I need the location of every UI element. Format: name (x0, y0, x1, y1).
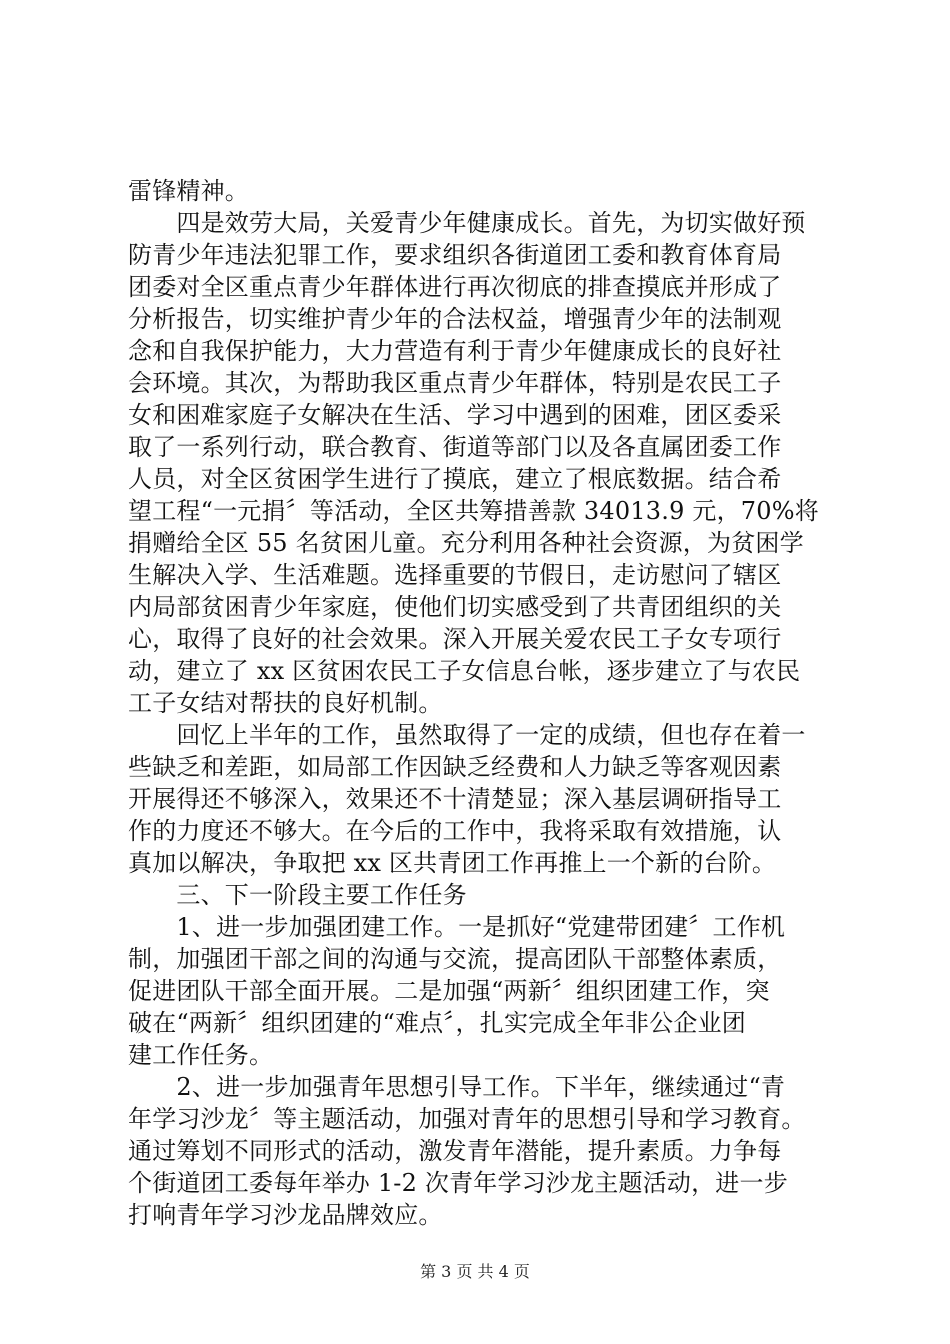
text-line: 防青少年违法犯罪工作，要求组织各街道团工委和教育体育局 (128, 241, 782, 269)
text-line: 内局部贫困青少年家庭，使他们切实感受到了共青团组织的关 (128, 593, 782, 621)
text-line: 2、进一步加强青年思想引导工作。下半年，继续通过“青 (128, 1073, 786, 1101)
text-line: 女和困难家庭子女解决在生活、学习中遇到的困难，团区委采 (128, 401, 782, 429)
text-line: 作的力度还不够大。在今后的工作中，我将采取有效措施，认 (128, 817, 782, 845)
text-line: 人员，对全区贫困学生进行了摸底，建立了根底数据。结合希 (128, 465, 782, 493)
text-line: 心，取得了良好的社会效果。深入开展关爱农民工子女专项行 (128, 625, 782, 653)
text-line: 生解决入学、生活难题。选择重要的节假日，走访慰问了辖区 (128, 561, 782, 589)
text-line: 动，建立了 xx 区贫困农民工子女信息台帐，逐步建立了与农民 (128, 657, 801, 685)
text-line: 个街道团工委每年举办 1-2 次青年学习沙龙主题活动，进一步 (128, 1169, 788, 1197)
text-line: 破在“两新〞组织团建的“难点〞，扎实完成全年非公企业团 (128, 1009, 746, 1037)
text-line: 真加以解决，争取把 xx 区共青团工作再推上一个新的台阶。 (128, 849, 777, 877)
text-line: 建工作任务。 (128, 1041, 274, 1069)
text-line: 分析报告，切实维护青少年的合法权益，增强青少年的法制观 (128, 305, 782, 333)
text-line: 制，加强团干部之间的沟通与交流，提高团队干部整体素质， (128, 945, 782, 973)
text-line: 取了一系列行动，联合教育、街道等部门以及各直属团委工作 (128, 433, 782, 461)
text-line: 捐赠给全区 55 名贫困儿童。充分利用各种社会资源，为贫困学 (128, 529, 804, 557)
body-text (128, 175, 848, 1231)
text-line: 1、进一步加强团建工作。一是抓好“党建带团建〞工作机 (128, 913, 786, 941)
text-line: 促进团队干部全面开展。二是加强“两新〞组织团建工作，突 (128, 977, 770, 1005)
text-line: 四是效劳大局，关爱青少年健康成长。首先，为切实做好预 (128, 209, 806, 237)
text-line: 工子女结对帮扶的良好机制。 (128, 689, 443, 717)
page-number-footer: 第 3 页 共 4 页 (420, 1262, 530, 1281)
text-line: 会环境。其次，为帮助我区重点青少年群体，特别是农民工子 (128, 369, 782, 397)
text-line: 年学习沙龙〞等主题活动，加强对青年的思想引导和学习教育。 (128, 1105, 806, 1133)
text-line: 开展得还不够深入，效果还不十清楚显；深入基层调研指导工 (128, 785, 782, 813)
text-line: 念和自我保护能力，大力营造有利于青少年健康成长的良好社 (128, 337, 782, 365)
text-line: 望工程“一元捐〞等活动，全区共筹措善款 34013.9 元，70%将 (128, 497, 819, 525)
text-line: 回忆上半年的工作，虽然取得了一定的成绩，但也存在着一 (128, 721, 806, 749)
text-line: 些缺乏和差距，如局部工作因缺乏经费和人力缺乏等客观因素 (128, 753, 782, 781)
text-line: 团委对全区重点青少年群体进行再次彻底的排查摸底并形成了 (128, 273, 782, 301)
text-line: 打响青年学习沙龙品牌效应。 (128, 1201, 443, 1229)
text-line: 雷锋精神。 (128, 177, 249, 205)
text-line: 通过筹划不同形式的活动，激发青年潜能，提升素质。力争每 (128, 1137, 782, 1165)
section-heading: 三、下一阶段主要工作任务 (128, 881, 467, 909)
